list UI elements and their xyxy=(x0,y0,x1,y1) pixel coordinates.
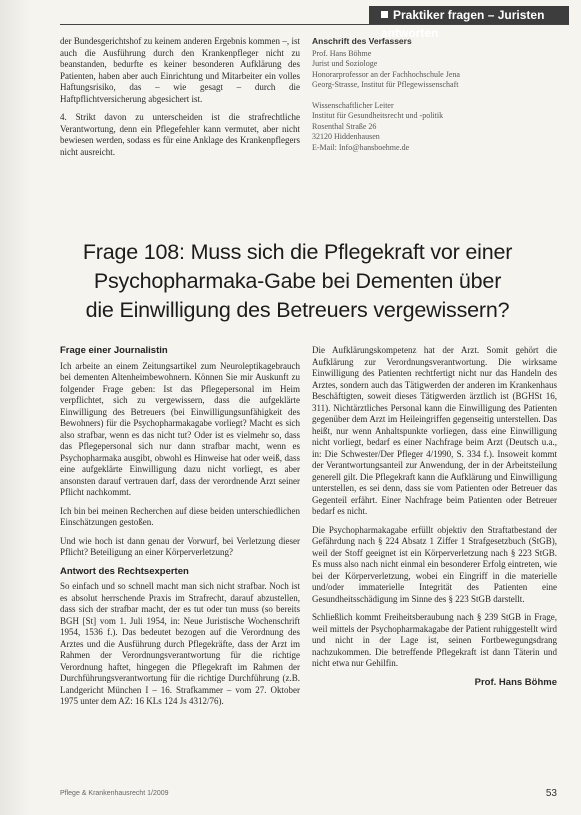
author-box xyxy=(312,36,542,163)
left-column xyxy=(60,345,300,715)
question-heading: Frage einer Journalistin xyxy=(60,345,168,356)
paragraph: So einfach und so schnell macht man sich nicht strafbar. Noch ist es absolut herrschende Praxis im Strafrecht, darauf abzustellen, dass sich der strafbar macht, der es tut oder tun muss (so bereits BGH [St] vom 1. Juli 1954, in: Neue Juristische Wochenschrift 1954, 1536 f.). Das bedeutet bezogen auf die Verordnung des Arztes und die Ausführung durch Pflegekräfte, dass der Arzt im Rahmen der Verordnungsverantwortung für die richtige Verordnung haftet, hingegen die Pflegekraft im Rahmen der Durchführungsverantwortung für die richtige Durchführung (z.B. Landgericht München I – 16. Strafkammer – vom 27. Oktober 1975 unter dem AZ: 16 KLs 124 Js 4312/76). xyxy=(60,581,300,706)
section-header xyxy=(0,6,581,40)
author-line: Georg-Strasse, Institut für Pflegewissenschaft xyxy=(312,80,459,89)
paragraph: der Bundesgerichtshof zu keinem anderen Ergebnis kommen –, ist auch die Ausführung durch den Krankenpfleger nicht zu beanstanden, bedurfte es keiner besonderen Aufklärung des Patienten, haben aber auch Einrichtung und Mitarbeiter ein volles Haftungsrisiko, das – wie gesagt – durch die Haftpflichtversicherung abgesichert ist. xyxy=(60,36,300,104)
continued-text-column xyxy=(60,36,300,165)
author-line: Prof. Hans Böhme xyxy=(312,48,372,58)
paragraph: Ich arbeite an einem Zeitungsartikel zum Neuroleptikagebrauch bei dementen Altenheimbewohnern. Können Sie mir Auskunft zu folgender Frage geben: Ist das Pflegepersonal im Heim verpflichtet, sich zu vergewissern, dass die aufgeklärte Einwilligung des Betreuers (bei Einwilligungsunfähigkeit des Bewohners) für die Psychopharmakagabe vorliegt? Macht es sich also strafbar, wenn es das nicht tut? Oder ist es vielmehr so, dass das Pflegepersonal sich nur dann strafbar macht, wenn es Psychopharmaka ausgibt, obwohl es Hinweise hat oder weiß, dass eine aufgeklärte Einwilligung dazu nicht vorliegt, es aber ansonsten darauf vertrauen darf, dass der verordnende Arzt seiner Pflicht nachkommt. xyxy=(60,360,300,497)
section-tag xyxy=(369,6,569,40)
author-signature: Prof. Hans Böhme xyxy=(474,676,557,688)
author-line: Honorarprofessor an der Fachhochschule Jena xyxy=(312,69,460,79)
author-line: Wissenschaftlicher Leiter xyxy=(312,100,394,110)
article-title xyxy=(40,238,555,325)
author-line: Jurist und Soziologe xyxy=(312,59,378,68)
page-footer xyxy=(60,788,557,802)
footer-source: Pflege & Krankenhausrecht 1/2009 xyxy=(60,790,169,797)
author-box-heading: Anschrift des Verfassers xyxy=(312,36,412,46)
right-column xyxy=(312,345,557,688)
author-email: E-Mail: Info@hansboehme.de xyxy=(312,142,410,152)
paragraph: Und wie hoch ist dann genau der Vorwurf, bei Verletzung dieser Pflicht? Beteiligung an einer Körperverletzung? xyxy=(60,535,300,557)
title-line-3: die Einwilligung des Betreuers vergewissern? xyxy=(85,298,510,322)
author-block-1 xyxy=(312,49,542,91)
section-tag-label: Praktiker fragen – Juristen antworten xyxy=(381,8,545,40)
answer-heading: Antwort des Rechtsexperten xyxy=(60,565,189,577)
scan-shading xyxy=(0,0,30,815)
title-line-1: Frage 108: Muss sich die Pflegekraft vor einer xyxy=(82,240,513,264)
paragraph: Ich bin bei meinen Recherchen auf diese beiden unterschiedlichen Einschätzungen gestoßen. xyxy=(60,505,300,527)
paragraph: Schließlich kommt Freiheitsberaubung nach § 239 StGB in Frage, weil mittels der Psychopharmakagabe der Patient ruhiggestellt wird und nicht in der Lage ist, seinen Fortbewegungsdrang nachzukommen. Die betreffende Pflegekraft ist dann Täterin und nicht etwa nur Gehilfin. xyxy=(312,612,557,668)
author-line: Institut für Gesundheitsrecht und -politik xyxy=(312,111,444,120)
paragraph: Die Psychopharmakagabe erfüllt objektiv den Straftatbestand der Gefährdung nach § 224 Absatz 1 Ziffer 1 Strafgesetzbuch (StGB), weil der Stoff geeignet ist ein Körperverletzung nach § 223 StGB. Es muss also nach nicht einmal ein besonderer Erfolg eintreten, wie bei der Körperverletzung, wobei ein Eingriff in die materielle und/oder immaterielle Integrität des Patienten eine Gesundheitsschädigung im Sinne des § 223 StGB darstellt. xyxy=(312,524,557,604)
title-line-2: Psychopharmaka-Gabe bei Dementen über xyxy=(93,269,502,293)
author-line: Rosenthal Straße 26 xyxy=(312,121,377,131)
author-block-2 xyxy=(312,101,542,154)
paragraph: 4. Strikt davon zu unterscheiden ist die strafrechtliche Verantwortung, denn ein Pflegefehler kann vermutet, aber nicht bewiesen werden, sodass es für eine Anklage des Krankenpflegers nicht ausreicht. xyxy=(60,112,300,157)
page-number: 53 xyxy=(545,788,557,799)
paragraph: Die Aufklärungskompetenz hat der Arzt. Somit gehört die Aufklärung zur Verordnungsverantwortung. Die wirksame Einwilligung des Patienten rechtfertigt nicht nur das Handeln des Arztes, sondern auch das Tätigwerden der anderen im Krankenhaus Beschäftigten, soweit dieses Tätigwerden ärztlich ist (BGHSt 16, 311). Nichtärztliches Personal kann die Einwilligung des Patienten gegenüber dem Arzt im Heileingriffen gegenseitig unterstellen. Das heißt, nur wenn Anhaltspunkte vorliegen, dass eine Einwilligung nicht vorliegt, bedarf es einer Nachfrage beim Arzt (Deutsch u.a., in: Die Schwester/Der Pfleger 4/1990, S. 334 f.). Insoweit kommt der Verantwortungsanteil zur Anwendung, der in der Arbeitsteilung generell gilt. Die Pflegekraft kann die Aufklärung und Einwilligung unterstellen, es sei denn, dass sie vom Patienten oder Betreuer das Gegenteil erfährt. Einer Nachfrage beim Patienten oder Betreuer bedarf es nicht. xyxy=(312,345,557,516)
header-rule xyxy=(60,24,569,25)
square-bullet-icon xyxy=(381,11,388,18)
author-line: 32120 Hiddenhausen xyxy=(312,132,380,141)
